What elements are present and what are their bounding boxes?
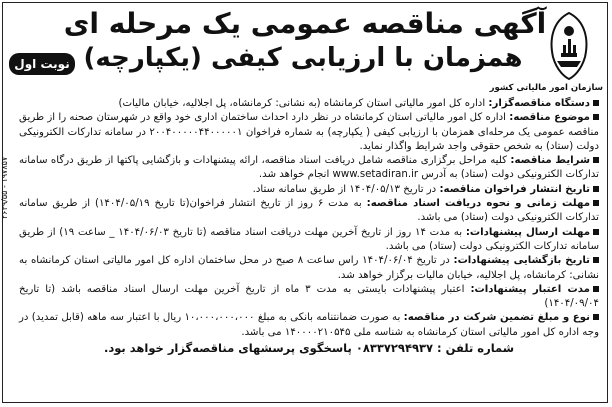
section-label: مدت اعتبار پیشنهادات:	[470, 283, 590, 295]
section-text: در تاریخ ۱۴۰۴/۰۶/۰۴ راس ساعت ۸ صبح در محل ساختمان اداره کل امور مالیاتی استان کرمانشاه به نشانی: کرمانشاه، پل اجلالیه، خیابان مالیات برگزار خواهد شد.	[19, 255, 599, 281]
notice-frame	[2, 2, 608, 403]
section-text: به مدت ۶ روز از تاریخ انتشار فراخوان(تا تاریخ ۱۴۰۴/۰۵/۱۹) از طریق سامانه تدارکات الکترونیکی دولت (ستاد) می باشد.	[19, 198, 599, 224]
bullet-square-icon	[593, 314, 599, 320]
bullet-square-icon	[593, 257, 599, 263]
section-text: به صورت ضمانتنامه بانکی به مبلغ ۱۰،۰۰۰،۰۰۰،۰۰۰ ریال با اعتبار سه ماهه (قابل تمدید) در وجه اداره کل امور مالیاتی استان کرمانشاه به شناسه ملی ۱۴۰۰۰۰۲۱۰۵۴۵ می باشد.	[19, 312, 599, 338]
title-line-2: همزمان با ارزیابی کیفی (یکپارچه)	[83, 43, 523, 73]
section-text: اداره کل امور مالیاتی استان کرمانشاه در نظر دارد احداث ساختمان اداری خود واقع در شهرستان صحنه را از طریق مناقصه عمومی یک مرحله‌ای همزمان با ارزیابی کیفی ( یکپارچه) به شماره فراخوان ۲۰۰۴۰۰۰۰۰۴۴۰۰۰۰۰۱ در سامانه تدارکات الکترونیکی دولت (ستاد) به شخص حقوقی واجد شرایط واگذار نماید.	[19, 112, 599, 152]
bullet-square-icon	[593, 114, 599, 120]
header	[3, 3, 607, 93]
section	[19, 254, 599, 283]
notice-body	[19, 97, 599, 355]
round-badge: نوبت اول	[9, 53, 75, 75]
tax-organization-logo-icon	[539, 9, 599, 83]
section	[19, 311, 599, 340]
section-label: موضوع مناقصه:	[509, 112, 590, 124]
logo-caption: سازمان امور مالیاتی کشور	[489, 83, 603, 93]
section-text: اعتبار پیشنهادات بایستی به مدت ۳ ماه از تاریخ آخرین مهلت ارسال اسناد مناقصه باشد (تا تاریخ ۱۴۰۴/۰۹/۰۴)	[19, 283, 599, 310]
section	[19, 283, 599, 312]
bullet-square-icon	[593, 200, 599, 206]
section	[19, 154, 599, 183]
section-text: در تاریخ ۱۴۰۴/۰۵/۱۳ از طریق سامانه ستاد.	[252, 183, 440, 195]
section	[19, 226, 599, 255]
section-text: اداره کل امور مالیاتی استان کرمانشاه (به نشانی: کرمانشاه، پل اجلالیه، خیابان مالیات)	[118, 98, 489, 109]
bullet-square-icon	[593, 229, 599, 235]
section	[19, 197, 599, 226]
section	[19, 111, 599, 154]
title-line-1: آگهی مناقصه عمومی یک مرحله ای	[63, 7, 547, 40]
section-label: تاریخ بازگشایی پیشنهادات:	[453, 255, 590, 267]
section-text: به مدت ۱۴ روز از تاریخ آخرین مهلت دریافت اسناد مناقصه (تا تاریخ ۱۴۰۴/۰۶/۰۳ _ ساعت ۱۹) از طریق سامانه تدارکات الکترونیکی دولت (ستاد) می باشد.	[19, 226, 599, 252]
section	[19, 97, 599, 111]
bullet-square-icon	[593, 157, 599, 163]
section-label: دستگاه مناقصه‌گزار:	[488, 98, 590, 109]
side-code: ۱۹۷۸۵۷ - ۲۶۳۹/۵۵	[0, 156, 9, 219]
bullet-square-icon	[593, 100, 599, 106]
bullet-square-icon	[593, 186, 599, 192]
section-label: تاریخ انتشار فراخوان مناقصه:	[439, 183, 590, 195]
section-label: نوع و مبلغ تضمین شرکت در مناقصه:	[403, 312, 590, 324]
section	[19, 183, 599, 197]
section-label: مهلت ارسال پیشنهادات:	[465, 226, 591, 238]
contact-footer: شماره تلفن : ۰۸۳۳۷۲۹۴۹۳۷ پاسخگوی پرسشهای مناقصه‌گزار خواهد بود.	[103, 341, 515, 356]
bullet-square-icon	[593, 286, 599, 292]
section-label: مهلت زمانی و نحوه دریافت اسناد مناقصه:	[366, 198, 590, 210]
section-label: شرایط مناقصه:	[510, 155, 590, 167]
section-text: کلیه مراحل برگزاری مناقصه شامل دریافت اسناد مناقصه، ارائه پیشنهادات و بازگشایی پاکتها از طریق درگاه سامانه تدارکات الکترونیکی دولت (ستاد) به آدرس www.setadiran.ir انجام خواهد شد.	[19, 155, 599, 181]
